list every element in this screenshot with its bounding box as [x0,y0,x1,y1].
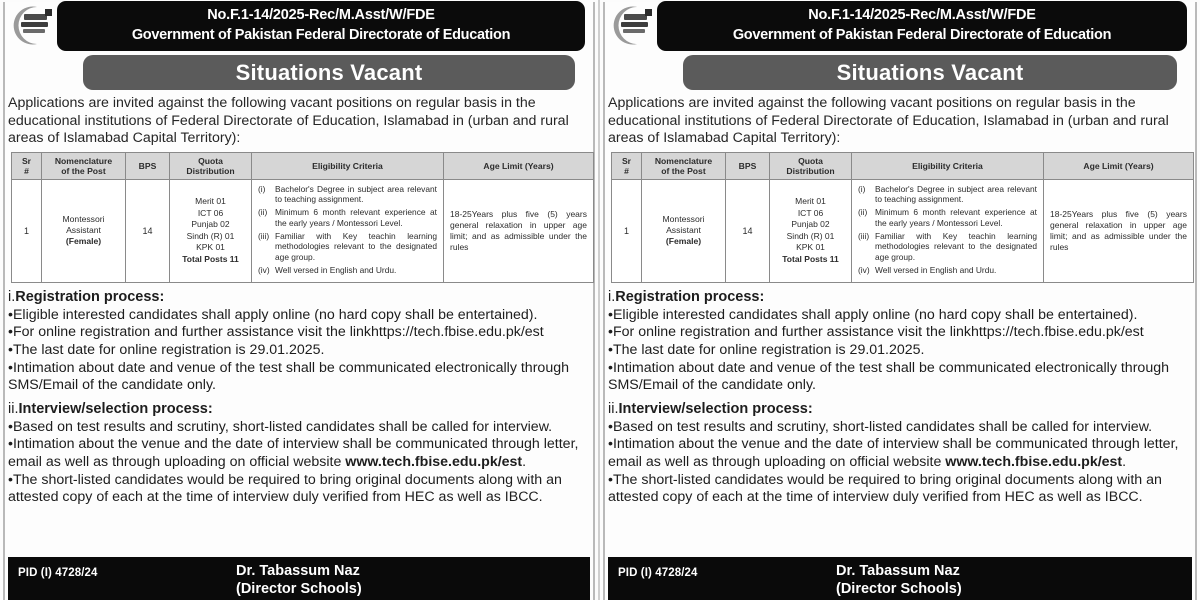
registration-bullets [608,307,1189,395]
reference-number: No.F.1-14/2025-Rec/M.Asst/W/FDE [207,7,435,23]
table-row [612,179,1194,282]
col-header-nomenclature: Nomenclature of the Post [42,152,126,179]
col-header-sr: Sr # [612,152,642,179]
eligibility-list [853,184,1041,276]
registration-heading: i.Registration process: [8,288,165,305]
list-item: •The short-listed candidates would be required to bring original documents along with an attested copy of each at the time of interview duly verified from HEC as well as IBCC. [608,471,1162,506]
col-header-nomenclature: Nomenclature of the Post [642,152,726,179]
list-item: •The short-listed candidates would be required to bring original documents along with an attested copy of each at the time of interview duly verified from HEC as well as IBCC. [8,471,562,506]
signatory-block [836,562,962,598]
cell-age-limit: 18-25Years plus five (5) years general relaxation in upper age limit; and as admissible under the rules [444,179,594,282]
list-item: •Based on test results and scrutiny, short-listed candidates shall be called for interview. [8,418,553,435]
list-item: •Intimation about date and venue of the test shall be communicated electronically through SMS/Email of the candidate only. [8,359,569,394]
list-item: (i) Bachelor's Degree in subject area relevant to teaching assignment. [858,183,1037,205]
list-item: •Based on test results and scrutiny, short-listed candidates shall be called for interview. [608,418,1153,435]
intro-paragraph [8,95,587,148]
interview-bullets [608,419,1189,507]
advertisement-header [605,0,1195,52]
intro-line-1: Applications are invited against the following vacant positions on regular basis in the [608,95,1136,111]
advertisement-footer [8,557,590,600]
list-item: (ii) Minimum 6 month relevant experience at the early years / Montessori Level. [858,207,1037,228]
list-item: (i) Bachelor's Degree in subject area relevant to teaching assignment. [258,183,437,205]
situations-vacant-banner: Situations Vacant [83,55,575,90]
table-header-row [12,152,594,179]
reference-number: No.F.1-14/2025-Rec/M.Asst/W/FDE [808,7,1036,23]
list-item: •Intimation about the venue and the date of interview shall be communicated through letter, email as well as through uploading on official website www.tech.fbise.edu.pk/est. [608,436,1179,471]
list-item: (ii) Minimum 6 month relevant experience at the early years / Montessori Level. [258,207,437,228]
list-item: •Intimation about the venue and the date of interview shall be communicated through letter, email as well as through uploading on official website www.tech.fbise.edu.pk/est. [8,436,579,471]
col-header-age-limit: Age Limit (Years) [444,152,594,179]
col-header-quota: Quota Distribution [770,152,852,179]
list-item: (iii) Familiar with Key teachin learning methodologies relevant to the designated age group. [258,230,437,263]
intro-paragraph [608,95,1189,148]
cell-age-limit: 18-25Years plus five (5) years general relaxation in upper age limit; and as admissible under the rules [1044,179,1194,282]
signatory-title: (Director Schools) [236,581,362,597]
advertisement-footer [608,557,1192,600]
eligibility-list [253,184,441,276]
list-item: (iv) Well versed in English and Urdu. [258,265,397,276]
signatory-name: Dr. Tabassum Naz [836,563,960,579]
list-item: •The last date for online registration is 29.01.2025. [8,342,325,359]
pakistan-crescent-emblem-icon [607,3,655,48]
signatory-block [236,562,362,598]
intro-line-2: educational institutions of Federal Directorate of Education, Islamabad in (urban and rural [8,112,569,129]
intro-line-2: educational institutions of Federal Directorate of Education, Islamabad in (urban and rural [608,112,1169,129]
interview-heading: ii.Interview/selection process: [608,400,813,417]
situations-vacant-banner: Situations Vacant [683,55,1177,90]
cell-sr: 1 [12,179,42,282]
intro-line-3: areas of Islamabad Capital Territory): [8,130,241,146]
pid-number: PID (I) 4728/24 [18,567,98,579]
col-header-sr: Sr # [12,152,42,179]
title-banner [657,1,1187,51]
cell-bps: 14 [726,179,770,282]
signatory-name: Dr. Tabassum Naz [236,563,360,579]
advertisement-header [5,0,593,52]
pakistan-crescent-emblem-icon [7,3,55,48]
interview-section [608,400,1189,507]
list-item: •Eligible interested candidates shall apply online (no hard copy shall be entertained). [8,306,538,323]
signatory-title: (Director Schools) [836,581,962,597]
vacancy-table [11,152,594,283]
registration-heading: i.Registration process: [608,288,765,305]
title-banner [57,1,585,51]
interview-heading: ii.Interview/selection process: [8,400,213,417]
cell-quota: Merit 01 ICT 06 Punjab 02 Sindh (R) 01 KPK 01 Total Posts 11 [770,179,852,282]
cell-quota: Merit 01 ICT 06 Punjab 02 Sindh (R) 01 KPK 01 Total Posts 11 [170,179,252,282]
cell-post-name: Montessori Assistant (Female) [642,179,726,282]
official-website-link[interactable]: www.tech.fbise.edu.pk/est [345,454,523,471]
organization-name: Government of Pakistan Federal Directorate of Education [732,27,1112,43]
cell-sr: 1 [612,179,642,282]
pid-number: PID (I) 4728/24 [618,567,698,579]
official-website-link[interactable]: www.tech.fbise.edu.pk/est [945,454,1123,471]
cell-bps: 14 [126,179,170,282]
col-header-age-limit: Age Limit (Years) [1044,152,1194,179]
list-item: •Intimation about date and venue of the test shall be communicated electronically through SMS/Email of the candidate only. [608,359,1169,394]
interview-section [8,400,587,507]
table-row [12,179,594,282]
list-item: •Eligible interested candidates shall apply online (no hard copy shall be entertained). [608,306,1138,323]
interview-bullets [8,419,587,507]
col-header-bps: BPS [726,152,770,179]
intro-line-3: areas of Islamabad Capital Territory): [608,130,841,146]
cell-eligibility [852,179,1044,282]
cell-post-name: Montessori Assistant (Female) [42,179,126,282]
advertisement-panel-right [600,0,1200,600]
cell-eligibility [252,179,444,282]
col-header-eligibility: Eligibility Criteria [852,152,1044,179]
registration-section [608,288,1189,395]
list-item: (iii) Familiar with Key teachin learning methodologies relevant to the designated age group. [858,230,1037,263]
registration-bullets [8,307,587,395]
table-header-row [612,152,1194,179]
intro-line-1: Applications are invited against the following vacant positions on regular basis in the [8,95,536,111]
col-header-bps: BPS [126,152,170,179]
list-item: •For online registration and further assistance visit the linkhttps://tech.fbise.edu.pk/est [608,324,1144,341]
organization-name: Government of Pakistan Federal Directorate of Education [131,27,511,43]
vacancy-table [611,152,1194,283]
list-item: •For online registration and further assistance visit the linkhttps://tech.fbise.edu.pk/est [8,324,544,341]
registration-section [8,288,587,395]
col-header-eligibility: Eligibility Criteria [252,152,444,179]
list-item: •The last date for online registration is 29.01.2025. [608,342,925,359]
list-item: (iv) Well versed in English and Urdu. [858,265,997,276]
col-header-quota: Quota Distribution [170,152,252,179]
